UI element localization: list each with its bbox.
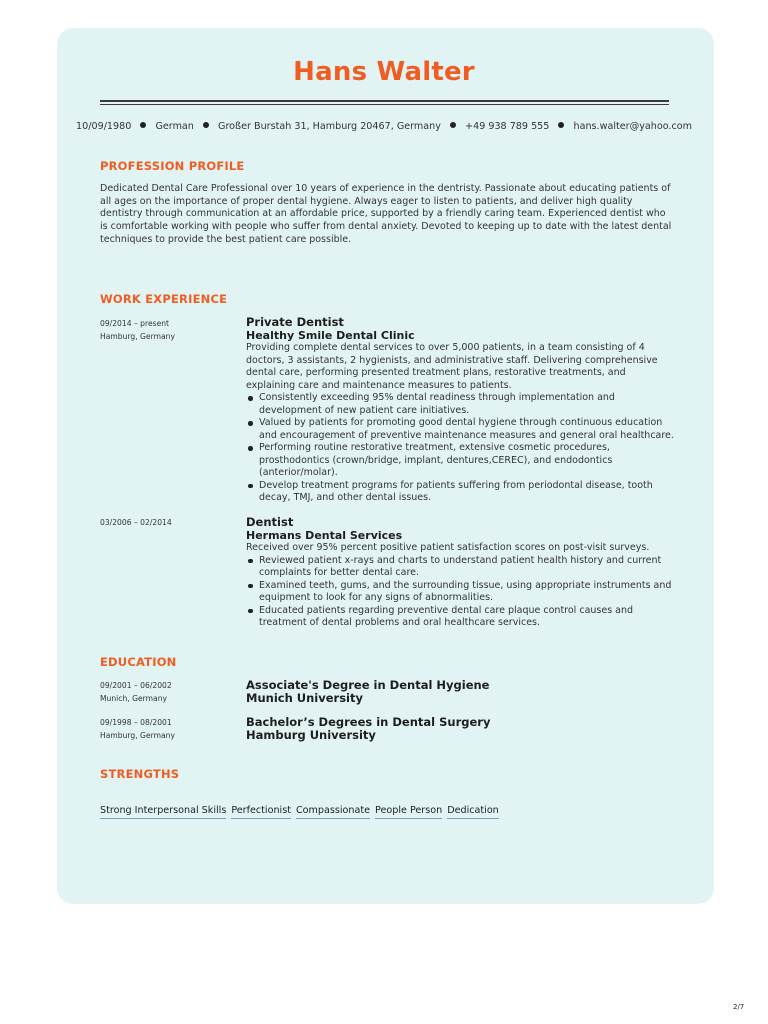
birthdate: 10/09/1980 xyxy=(76,121,132,132)
separator-dot-icon xyxy=(203,122,209,128)
job-description: Received over 95% percent positive patient satisfaction scores on post-visit surveys. xyxy=(246,542,650,553)
profile-text: Dedicated Dental Care Professional over 10 years of experience in the dentristy. Passionate about educating patients of all ages on the importance of proper dental hygiene. Always eager to listen to patients, and deliver high quality dentistry through communication at an affordable price, supported by a friendly caring team. Experienced dentist who is comfortable working with people who suffer from dental anxiety. Devoted to keeping up to date with the latest dental techniques to provide the best patient care possible. xyxy=(100,183,672,245)
separator-dot-icon xyxy=(558,122,564,128)
strength-tag: Strong Interpersonal Skills xyxy=(100,805,226,819)
school-name: Hamburg University xyxy=(246,728,376,742)
school-name: Munich University xyxy=(246,691,363,705)
list-item: Develop treatment programs for patients suffering from periodontal disease, tooth decay, TMJ, and other dental issues. xyxy=(246,480,674,505)
job-description: Providing complete dental services to over 5,000 patients, in a team consisting of 4 doctors, 3 assistants, 2 hygienists, and administrative staff. Delivering comprehensive dental care, performing presented treatment plans, restorative treatments, and explaining care and maintenance measures to patients. xyxy=(246,342,658,391)
strength-tag: Perfectionist xyxy=(231,805,291,819)
contact-line xyxy=(0,121,768,132)
list-item: Valued by patients for promoting good dental hygiene through continuous education and encouragement of preventive maintenance measures and general oral healthcare. xyxy=(246,417,674,442)
job-dates: 09/2014 – present xyxy=(100,319,170,328)
education-meta xyxy=(100,717,240,742)
separator-dot-icon xyxy=(140,122,146,128)
candidate-name: Hans Walter xyxy=(293,57,475,87)
nationality: German xyxy=(155,121,194,132)
education-entry xyxy=(246,716,674,742)
education-entry xyxy=(246,679,674,705)
job-employer: Hermans Dental Services xyxy=(246,529,403,542)
email-address[interactable]: hans.walter@yahoo.com xyxy=(573,121,692,132)
header-divider-thin xyxy=(100,104,669,105)
job-bullets xyxy=(246,392,674,505)
education-dates: 09/1998 – 08/2001 xyxy=(100,718,172,727)
phone-number[interactable]: +49 938 789 555 xyxy=(465,121,550,132)
strength-tag: Compassionate xyxy=(296,805,370,819)
education-dates: 09/2001 – 06/2002 xyxy=(100,681,172,690)
job-meta xyxy=(100,517,240,530)
list-item: Reviewed patient x-rays and charts to understand patient health history and current complaints for better dental care. xyxy=(246,555,674,580)
job-location: Hamburg, Germany xyxy=(100,331,175,341)
list-item: Examined teeth, gums, and the surrounding tissue, using appropriate instruments and equipment to look for any signs of abnormalities. xyxy=(246,580,674,605)
education-meta xyxy=(100,680,240,705)
page-number: 2/7 xyxy=(733,1003,745,1011)
education-heading: EDUCATION xyxy=(100,655,177,669)
list-item: Consistently exceeding 95% dental readiness through implementation and development of new patient care initiatives. xyxy=(246,392,674,417)
address: Großer Burstah 31, Hamburg 20467, Germany xyxy=(218,121,441,132)
separator-dot-icon xyxy=(450,122,456,128)
strength-tag: Dedication xyxy=(447,805,499,819)
job-title: Private Dentist xyxy=(246,315,344,329)
education-location: Munich, Germany xyxy=(100,693,168,703)
job-dates: 03/2006 – 02/2014 xyxy=(100,518,172,527)
job-employer: Healthy Smile Dental Clinic xyxy=(246,329,415,342)
strengths-list xyxy=(100,805,499,819)
job-entry xyxy=(246,316,674,505)
header-divider xyxy=(100,100,669,102)
job-bullets xyxy=(246,555,674,630)
experience-heading: WORK EXPERIENCE xyxy=(100,292,228,306)
strength-tag: People Person xyxy=(375,805,442,819)
education-location: Hamburg, Germany xyxy=(100,730,175,740)
list-item: Educated patients regarding preventive dental care plaque control causes and treatment of dental problems and oral healthcare services. xyxy=(246,605,674,630)
job-title: Dentist xyxy=(246,515,294,529)
list-item: Performing routine restorative treatment, extensive cosmetic procedures, prosthodontics (crown/bridge, implant, dentures,CEREC), and endodontics (anterior/molar). xyxy=(246,442,674,480)
strengths-heading: STRENGTHS xyxy=(100,767,180,781)
job-entry xyxy=(246,516,674,630)
degree-title: Associate's Degree in Dental Hygiene xyxy=(246,678,490,692)
degree-title: Bachelor’s Degrees in Dental Surgery xyxy=(246,715,491,729)
job-meta xyxy=(100,318,240,343)
profile-heading: PROFESSION PROFILE xyxy=(100,159,245,173)
